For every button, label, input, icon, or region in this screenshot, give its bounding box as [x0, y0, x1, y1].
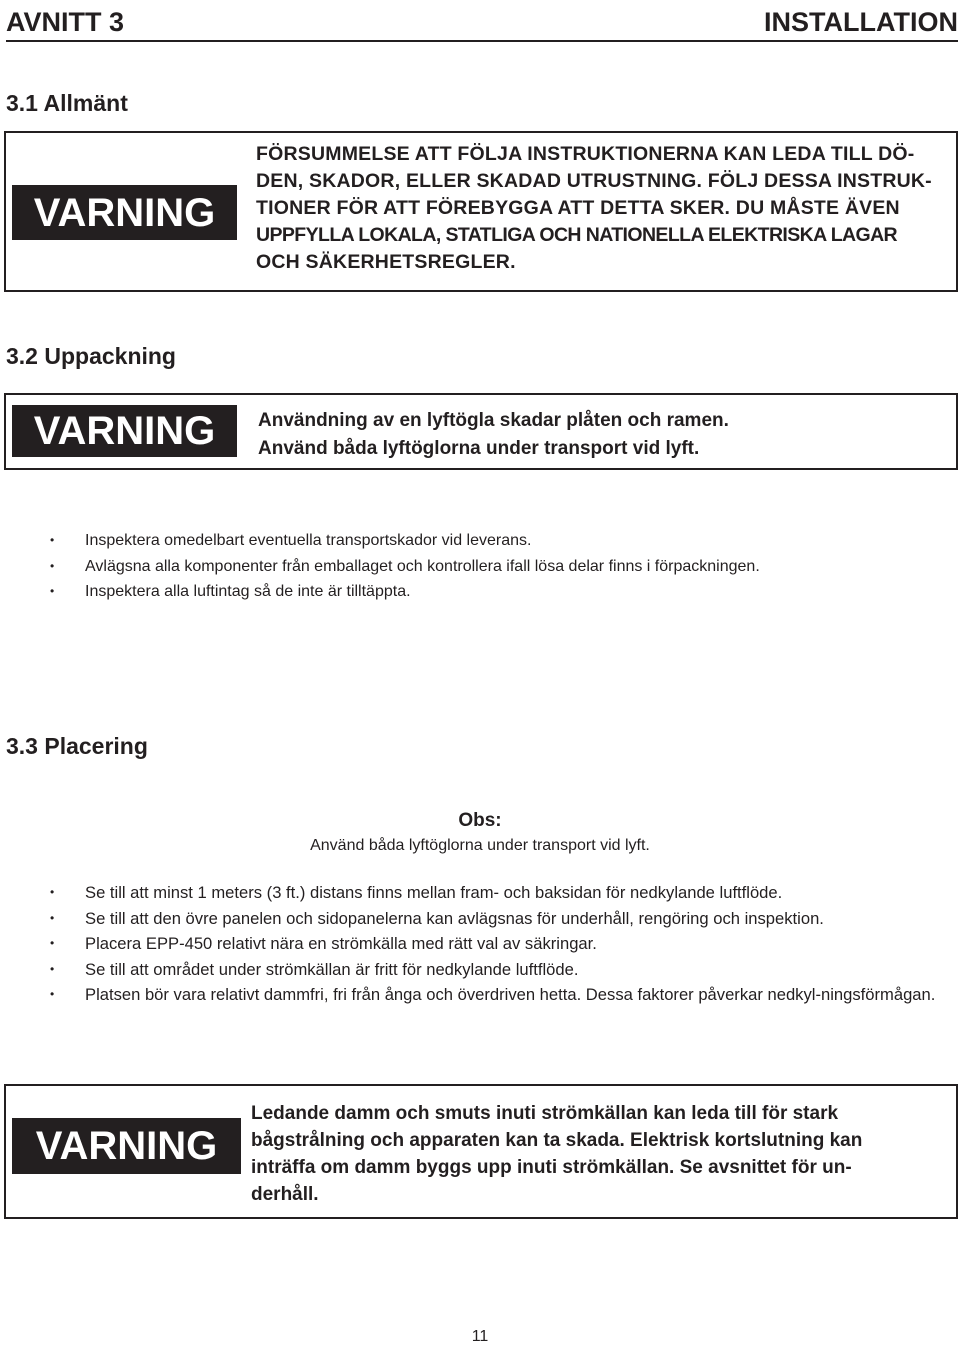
section-title: INSTALLATION: [764, 7, 958, 37]
list-item: • Avlägsna alla komponenter från emballaget och kontrollera ifall lösa delar finns i förpackningen.: [50, 554, 760, 580]
list-item: • Se till att den övre panelen och sidopanelerna kan avlägsnas för underhåll, rengöring och inspektion.: [50, 906, 955, 932]
heading-uppackning: 3.2 Uppackning: [6, 343, 176, 369]
warning-line: Ledande damm och smuts inuti strömkällan kan leda till för stark: [251, 1103, 839, 1124]
warning-line: OCH SÄKERHETSREGLER.: [256, 251, 516, 273]
section-number: AVNITT 3: [6, 7, 125, 37]
warning-label: VARNING: [12, 405, 237, 457]
warning-label: VARNING: [12, 1118, 241, 1174]
list-item: • Placera EPP-450 relativt nära en strömkälla med rätt val av säkringar.: [50, 931, 955, 957]
warning-box-general: [4, 131, 958, 292]
warning-text: [258, 407, 948, 463]
warning-box-dust: [4, 1084, 958, 1219]
warning-label: VARNING: [12, 185, 237, 240]
warning-line: bågstrålning och apparaten kan ta skada. Elektrisk kortslutning kan: [251, 1130, 863, 1151]
list-item: • Platsen bör vara relativt dammfri, fri från ånga och överdriven hetta. Dessa faktorer påverkar nedkyl-ningsförmågan.: [50, 982, 955, 1008]
note-title: Obs:: [458, 810, 502, 831]
heading-allmant: 3.1 Allmänt: [6, 90, 128, 116]
warning-line: Använd båda lyftöglorna under transport vid lyft.: [258, 438, 700, 459]
list-item: • Inspektera omedelbart eventuella transportskador vid leverans.: [50, 528, 760, 554]
placement-list: [50, 880, 955, 1008]
page-header: [6, 4, 958, 42]
note-text: Använd båda lyftöglorna under transport vid lyft.: [310, 837, 650, 854]
list-item: • Se till att området under strömkällan är fritt för nedkylande luftflöde.: [50, 957, 955, 983]
list-item: • Inspektera alla luftintag så de inte är tilltäppta.: [50, 579, 760, 605]
list-item: • Se till att minst 1 meters (3 ft.) distans finns mellan fram- och baksidan för nedkylande luftflöde.: [50, 880, 955, 906]
warning-line: DEN, SKADOR, ELLER SKADAD UTRUSTNING. FÖLJ DESSA INSTRUK-: [256, 170, 932, 192]
heading-placering: 3.3 Placering: [6, 733, 148, 759]
warning-text: [256, 141, 956, 276]
warning-line: FÖRSUMMELSE ATT FÖLJA INSTRUKTIONERNA KAN LEDA TILL DÖ-: [256, 143, 915, 165]
warning-line: inträffa om damm byggs upp inuti strömkällan. Se avsnittet för un-: [251, 1157, 852, 1178]
page-number: 11: [471, 1328, 489, 1345]
warning-line: UPPFYLLA LOKALA, STATLIGA OCH NATIONELLA ELEKTRISKA LAGAR: [256, 224, 898, 246]
unpacking-list: [50, 528, 760, 605]
warning-text: [251, 1100, 946, 1208]
warning-line: TIONER FÖR ATT FÖREBYGGA ATT DETTA SKER. DU MÅSTE ÄVEN: [256, 197, 900, 219]
warning-line: Användning av en lyftögla skadar plåten och ramen.: [258, 410, 729, 431]
warning-box-unpacking: [4, 393, 958, 470]
warning-line: derhåll.: [251, 1184, 319, 1205]
note-block: [0, 808, 960, 858]
